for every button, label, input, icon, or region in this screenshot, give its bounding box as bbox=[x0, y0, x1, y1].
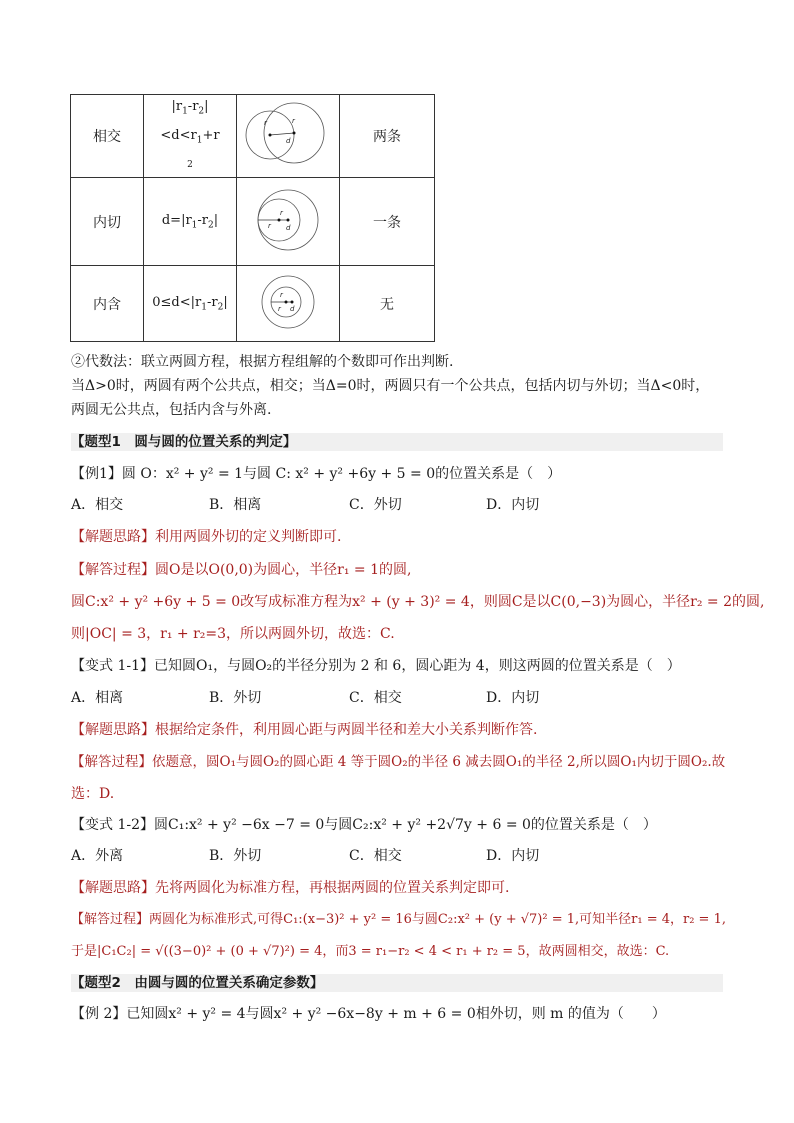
condition-cell: $|r_1-r_2|<d<r_1+r$ 2 bbox=[144, 95, 237, 178]
variant1-1-process: 【解答过程】依题意，圆O₁与圆O₂的圆心距 4 等于圆O₂的半径 6 减去圆O₁的半径 2,所以圆O₁内切于圆O₂.故 bbox=[71, 754, 726, 770]
example1-idea: 【解题思路】利用两圆外切的定义判断即可. bbox=[71, 529, 342, 545]
count-cell: 两条 bbox=[340, 95, 435, 178]
svg-text:r: r bbox=[268, 221, 271, 230]
svg-text:r: r bbox=[280, 290, 283, 299]
intersect-diagram bbox=[237, 95, 340, 178]
relation-cell: 内切 bbox=[71, 178, 144, 266]
condition-cell: $d=|r_1-r_2|$ bbox=[144, 178, 237, 266]
option-a: A．相离 bbox=[71, 690, 124, 706]
relation-cell: 内含 bbox=[71, 266, 144, 342]
circle-relation-table bbox=[70, 94, 435, 342]
option-b: B．外切 bbox=[209, 848, 262, 864]
variant1-2-options bbox=[71, 846, 671, 866]
option-a: A．外离 bbox=[71, 848, 124, 864]
svg-text:d: d bbox=[290, 304, 295, 313]
example1-process: 【解答过程】圆O是以O(0,0)为圆心，半径r₁ = 1的圆, bbox=[71, 562, 412, 578]
relation-cell: 相交 bbox=[71, 95, 144, 178]
example1-process: 圆C:x² + y² +6y + 5 = 0改写成标准方程为x² + (y + 3)² = 4，则圆C是以C(0,−3)为圆心，半径r₂ = 2的圆, bbox=[71, 594, 765, 610]
condition-cell: $0\le d<|r_1-r_2|$ bbox=[144, 266, 237, 342]
example2-question: 【例 2】已知圆x² + y² = 4与圆x² + y² −6x−8y + m + 6 = 0相外切，则 m 的值为（ ） bbox=[71, 1006, 666, 1022]
variant1-1-question: 【变式 1-1】已知圆O₁，与圆O₂的半径分别为 2 和 6，圆心距为 4，则这两圆的位置关系是（ ） bbox=[71, 658, 681, 674]
variant1-2-idea: 【解题思路】先将两圆化为标准方程，再根据两圆的位置关系判定即可. bbox=[71, 880, 510, 896]
containment-diagram bbox=[237, 266, 340, 342]
variant1-1-process: 选：D. bbox=[71, 786, 115, 802]
variant1-2-process: 于是|C₁C₂| = √((3−0)² + (0 + √7)²) = 4，而3 = r₁−r₂ < 4 < r₁ + r₂ = 5，故两圆相交，故选：C. bbox=[71, 944, 670, 959]
option-b: B．相离 bbox=[209, 497, 262, 513]
algebra-delta-line-2: 两圆无公共点，包括内含与外离. bbox=[71, 402, 272, 418]
option-d: D．内切 bbox=[486, 497, 540, 513]
count-cell: 一条 bbox=[340, 178, 435, 266]
option-b: B．外切 bbox=[209, 690, 262, 706]
svg-text:r: r bbox=[280, 208, 283, 217]
example1-options bbox=[71, 495, 671, 515]
option-d: D．内切 bbox=[486, 848, 540, 864]
type2-heading: 【题型2 由圆与圆的位置关系确定参数】 bbox=[71, 975, 324, 991]
svg-text:d: d bbox=[286, 137, 291, 146]
example1-process: 则|OC| = 3，r₁ + r₂=3，所以两圆外切，故选：C. bbox=[71, 626, 395, 642]
svg-text:d: d bbox=[286, 223, 291, 232]
svg-text:r: r bbox=[292, 117, 295, 126]
table-row bbox=[71, 178, 435, 266]
variant1-2-question: 【变式 1-2】圆C₁:x² + y² −6x −7 = 0与圆C₂:x² + y² +2√7y + 6 = 0的位置关系是（ ） bbox=[71, 817, 657, 833]
table-row bbox=[71, 266, 435, 342]
type1-heading: 【题型1 圆与圆的位置关系的判定】 bbox=[71, 434, 297, 450]
svg-text:r: r bbox=[264, 119, 267, 128]
internal-tangent-diagram bbox=[237, 178, 340, 266]
table-row bbox=[71, 95, 435, 178]
variant1-1-idea: 【解题思路】根据给定条件，利用圆心距与两圆半径和差大小关系判断作答. bbox=[71, 722, 538, 738]
option-c: C．外切 bbox=[349, 497, 402, 513]
variant1-1-options bbox=[71, 688, 671, 708]
option-c: C．相交 bbox=[349, 848, 402, 864]
count-cell: 无 bbox=[340, 266, 435, 342]
svg-text:r: r bbox=[278, 304, 281, 313]
option-d: D．内切 bbox=[486, 690, 540, 706]
option-a: A．相交 bbox=[71, 497, 124, 513]
example1-question: 【例1】圆 O：x² + y² = 1与圆 C: x² + y² +6y + 5 = 0的位置关系是（ ） bbox=[71, 466, 562, 482]
variant1-2-process: 【解答过程】两圆化为标准形式,可得C₁:(x−3)² + y² = 16与圆C₂:x² + (y + √7)² = 1,可知半径r₁ = 4，r₂ = 1, bbox=[71, 912, 726, 927]
algebra-method-line: ②代数法：联立两圆方程，根据方程组解的个数即可作出判断. bbox=[71, 354, 454, 370]
algebra-delta-line: 当Δ>0时，两圆有两个公共点，相交；当Δ=0时，两圆只有一个公共点，包括内切与外切；当Δ<0时， bbox=[71, 378, 710, 394]
option-c: C．相交 bbox=[349, 690, 402, 706]
